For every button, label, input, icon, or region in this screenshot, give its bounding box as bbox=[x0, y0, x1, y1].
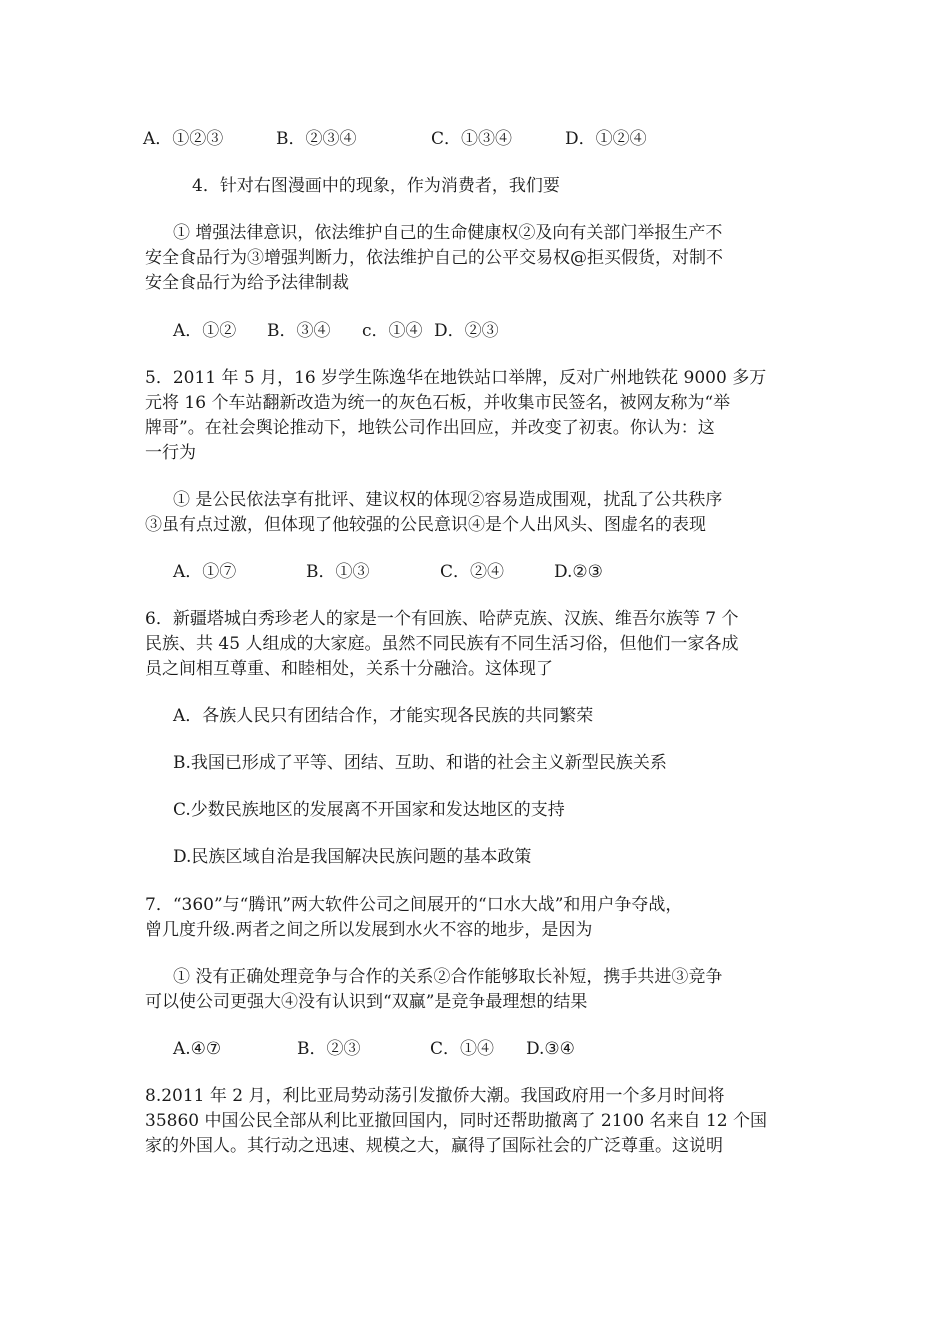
q3-option-a: A．①②③ bbox=[143, 129, 224, 149]
q7-option-d: D.③④ bbox=[526, 1039, 575, 1059]
q8-stem-line-3: 家的外国人。其行动之迅速、规模之大，赢得了国际社会的广泛尊重。这说明 bbox=[145, 1136, 723, 1156]
q6-choice-c: C.少数民族地区的发展离不开国家和发达地区的支持 bbox=[173, 800, 565, 820]
q4-stem: 4．针对右图漫画中的现象，作为消费者，我们要 bbox=[192, 176, 560, 196]
q5-stem-line-3: 牌哥”。在社会舆论推动下，地铁公司作出回应，并改变了初衷。你认为：这 bbox=[145, 418, 715, 438]
q4-options bbox=[173, 319, 499, 343]
q7-option-c: C．①④ bbox=[430, 1039, 495, 1059]
q4-option-a: A．①② bbox=[173, 321, 237, 341]
q5-stem-line-4: 一行为 bbox=[145, 443, 196, 463]
q5-stem-line-1: 5．2011 年 5 月，16 岁学生陈逸华在地铁站口举牌，反对广州地铁花 9000 多万 bbox=[145, 368, 767, 388]
q4-option-b: B．③④ bbox=[267, 321, 331, 341]
q5-option-c: C．②④ bbox=[440, 562, 505, 582]
q7-body-line-2: 可以使公司更强大④没有认识到“双赢”是竞争最理想的结果 bbox=[145, 992, 588, 1012]
q5-options bbox=[173, 560, 603, 584]
q6-stem-line-1: 6．新疆塔城白秀珍老人的家是一个有回族、哈萨克族、汉族、维吾尔族等 7 个 bbox=[145, 609, 739, 629]
q5-stem-line-2: 元将 16 个车站翻新改造为统一的灰色石板，并收集市民签名，被网友称为“举 bbox=[145, 393, 731, 413]
q3-options bbox=[143, 127, 647, 151]
q7-option-b: B．②③ bbox=[297, 1039, 361, 1059]
q5-option-b: B．①③ bbox=[306, 562, 370, 582]
q3-option-d: D．①②④ bbox=[565, 129, 647, 149]
q5-option-a: A．①⑦ bbox=[173, 562, 237, 582]
q4-option-d: D．②③ bbox=[434, 321, 499, 341]
q7-option-a: A.④⑦ bbox=[173, 1039, 222, 1059]
q3-option-c: C．①③④ bbox=[431, 129, 513, 149]
q4-option-c: c．①④ bbox=[362, 321, 423, 341]
q5-body-line-2: ③虽有点过激，但体现了他较强的公民意识④是个人出风头、图虚名的表现 bbox=[145, 515, 706, 535]
q5-body-line-1: ① 是公民依法享有批评、建议权的体现②容易造成围观，扰乱了公共秩序 bbox=[173, 490, 723, 510]
q6-choice-d: D.民族区域自治是我国解决民族问题的基本政策 bbox=[173, 847, 532, 867]
q4-body-line-1: ① 增强法律意识，依法维护自己的生命健康权②及向有关部门举报生产不 bbox=[173, 223, 723, 243]
q3-option-b: B．②③④ bbox=[276, 129, 357, 149]
q6-stem-line-2: 民族、共 45 人组成的大家庭。虽然不同民族有不同生活习俗，但他们一家各成 bbox=[145, 634, 739, 654]
q5-option-d: D.②③ bbox=[554, 562, 603, 582]
q7-stem-line-1: 7．“360”与“腾讯”两大软件公司之间展开的“口水大战”和用户争夺战， bbox=[145, 895, 683, 915]
q4-body-line-3: 安全食品行为给予法律制裁 bbox=[145, 273, 349, 293]
q6-stem-line-3: 员之间相互尊重、和睦相处，关系十分融洽。这体现了 bbox=[145, 659, 553, 679]
q7-stem-line-2: 曾几度升级.两者之间之所以发展到水火不容的地步，是因为 bbox=[145, 920, 593, 940]
q8-stem-line-1: 8.2011 年 2 月，利比亚局势动荡引发撤侨大潮。我国政府用一个多月时间将 bbox=[145, 1086, 725, 1106]
q6-choice-a: A．各族人民只有团结合作，才能实现各民族的共同繁荣 bbox=[173, 706, 594, 726]
q7-body-line-1: ① 没有正确处理竞争与合作的关系②合作能够取长补短，携手共进③竞争 bbox=[173, 967, 723, 987]
q4-body-line-2: 安全食品行为③增强判断力，依法维护自己的公平交易权@拒买假货，对制不 bbox=[145, 248, 723, 268]
q8-stem-line-2: 35860 中国公民全部从利比亚撤回国内，同时还帮助撤离了 2100 名来自 12 个国 bbox=[145, 1111, 767, 1131]
q7-options bbox=[173, 1037, 575, 1061]
q6-choice-b: B.我国已形成了平等、团结、互助、和谐的社会主义新型民族关系 bbox=[173, 753, 667, 773]
